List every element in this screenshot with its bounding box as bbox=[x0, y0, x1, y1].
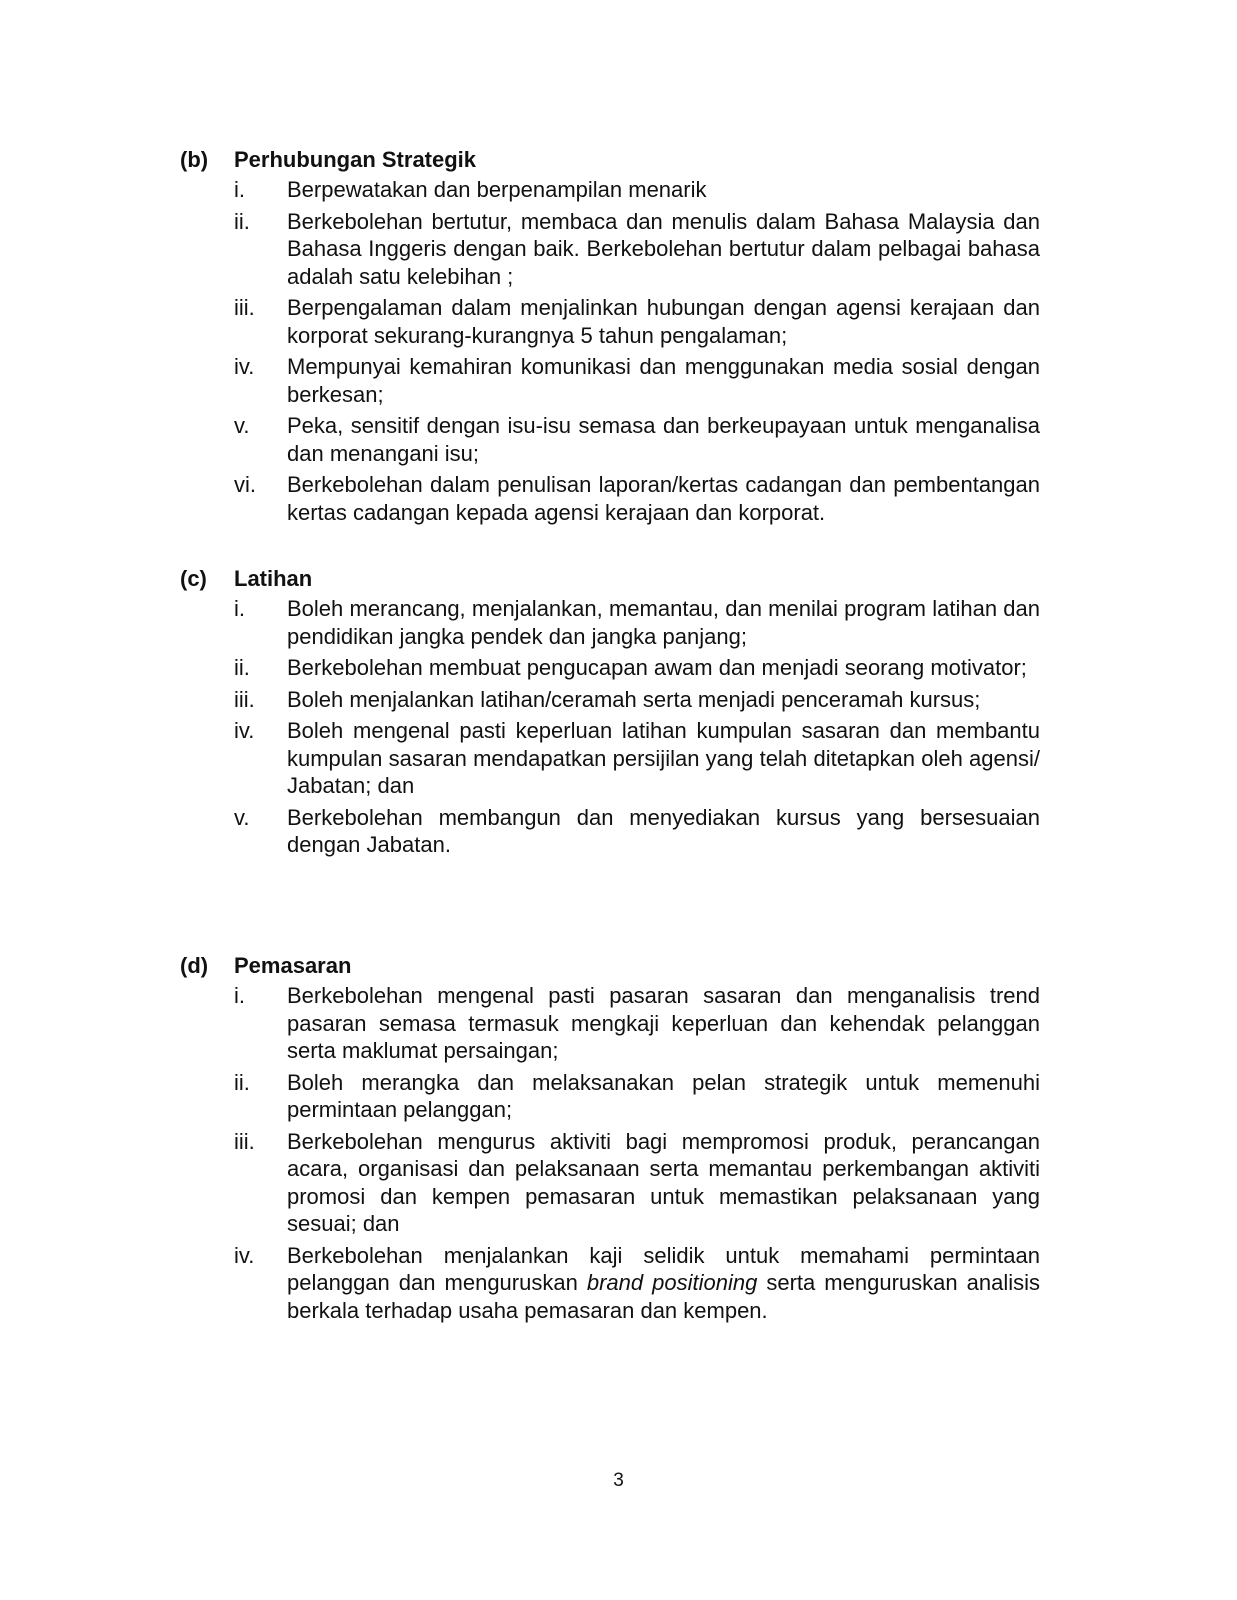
item-number: vi. bbox=[234, 472, 256, 497]
list-item bbox=[180, 717, 1040, 800]
item-text: Berpewatakan dan berpenampilan menarik bbox=[287, 177, 707, 202]
item-list bbox=[180, 176, 1040, 526]
item-text-italic: brand positioning bbox=[586, 1270, 758, 1295]
page-number: 3 bbox=[613, 1470, 624, 1491]
item-list bbox=[180, 982, 1040, 1324]
item-text: Peka, sensitif dengan isu-isu semasa dan berkeupayaan untuk menganalisa dan menangani isu; bbox=[287, 413, 1040, 466]
item-number: i. bbox=[234, 596, 245, 621]
item-text: Berkebolehan mengenal pasti pasaran sasaran dan menganalisis trend pasaran semasa termasuk mengkaji keperluan dan kehendak pelanggan serta maklumat persaingan; bbox=[287, 983, 1040, 1063]
section-heading bbox=[180, 952, 1040, 979]
item-text-part: serta menguruskan analisis berkala terhadap usaha pemasaran dan kempen. bbox=[287, 1270, 1040, 1323]
list-item bbox=[180, 595, 1040, 650]
list-item bbox=[180, 412, 1040, 467]
section-letter: (d) bbox=[180, 953, 209, 978]
item-text: Boleh mengenal pasti keperluan latihan kumpulan sasaran dan membantu kumpulan sasaran mendapatkan persijilan yang telah ditetapkan oleh agensi/ Jabatan; dan bbox=[287, 718, 1040, 798]
section-title: Pemasaran bbox=[234, 953, 352, 978]
item-text: Berkebolehan membuat pengucapan awam dan menjadi seorang motivator; bbox=[287, 655, 1027, 680]
item-text: Mempunyai kemahiran komunikasi dan menggunakan media sosial dengan berkesan; bbox=[287, 354, 1040, 407]
section-perhubungan-strategik bbox=[180, 146, 1040, 526]
section-pemasaran bbox=[180, 952, 1040, 1324]
item-number: iii. bbox=[234, 1128, 255, 1154]
item-number: iv. bbox=[234, 718, 255, 743]
item-text: Boleh merangka dan melaksanakan pelan strategik untuk memenuhi permintaan pelanggan; bbox=[287, 1069, 1040, 1122]
item-text: Berkebolehan dalam penulisan laporan/kertas cadangan dan pembentangan kertas cadangan kepada agensi kerajaan dan korporat. bbox=[287, 472, 1040, 525]
item-text: Berkebolehan bertutur, membaca dan menulis dalam Bahasa Malaysia dan Bahasa Inggeris dengan baik. Berkebolehan bertutur dalam pelbagai bahasa adalah satu kelebihan ; bbox=[287, 208, 1040, 289]
list-item bbox=[180, 1128, 1040, 1238]
item-number: ii. bbox=[234, 208, 250, 234]
item-number: iii. bbox=[234, 295, 255, 320]
list-item bbox=[180, 294, 1040, 349]
list-item bbox=[180, 208, 1040, 291]
list-item bbox=[180, 654, 1040, 682]
item-text: Berkebolehan mengurus aktiviti bagi mempromosi produk, perancangan acara, organisasi dan pelaksanaan serta memantau perkembangan aktiviti promosi dan kempen pemasaran untuk memastikan pelaksanaan yang sesuai; dan bbox=[287, 1128, 1040, 1236]
item-text: Berkebolehan membangun dan menyediakan kursus yang bersesuaian dengan Jabatan. bbox=[287, 804, 1040, 857]
list-item bbox=[180, 353, 1040, 408]
item-number: ii. bbox=[234, 1069, 250, 1095]
section-title: Latihan bbox=[234, 566, 313, 591]
item-number: i. bbox=[234, 983, 245, 1008]
item-text: Boleh merancang, menjalankan, memantau, dan menilai program latihan dan pendidikan jangka pendek dan jangka panjang; bbox=[287, 596, 1040, 649]
list-item bbox=[180, 982, 1040, 1065]
section-title: Perhubungan Strategik bbox=[234, 147, 477, 172]
section-letter: (c) bbox=[180, 566, 207, 591]
list-item bbox=[180, 686, 1040, 714]
item-text-part: Berkebolehan menjalankan kaji selidik untuk memahami permintaan pelanggan dan menguruskan bbox=[287, 1242, 1040, 1295]
list-item bbox=[180, 471, 1040, 526]
item-number: iv. bbox=[234, 354, 255, 379]
item-text bbox=[287, 1242, 1040, 1325]
list-item bbox=[180, 1069, 1040, 1124]
item-list bbox=[180, 595, 1040, 859]
section-heading bbox=[180, 146, 1040, 173]
list-item bbox=[180, 1242, 1040, 1325]
item-number: i. bbox=[234, 177, 245, 202]
item-text: Berpengalaman dalam menjalinkan hubungan dengan agensi kerajaan dan korporat sekurang-kurangnya 5 tahun pengalaman; bbox=[287, 295, 1040, 348]
section-letter: (b) bbox=[180, 147, 209, 172]
item-number: iv. bbox=[234, 1242, 255, 1268]
list-item bbox=[180, 804, 1040, 859]
item-number: ii. bbox=[234, 655, 250, 680]
item-number: iii. bbox=[234, 686, 255, 712]
item-text: Boleh menjalankan latihan/ceramah serta menjadi penceramah kursus; bbox=[287, 686, 981, 712]
section-heading bbox=[180, 565, 1040, 592]
item-number: v. bbox=[234, 804, 250, 830]
list-item bbox=[180, 176, 1040, 204]
item-number: v. bbox=[234, 413, 250, 438]
section-latihan bbox=[180, 565, 1040, 859]
